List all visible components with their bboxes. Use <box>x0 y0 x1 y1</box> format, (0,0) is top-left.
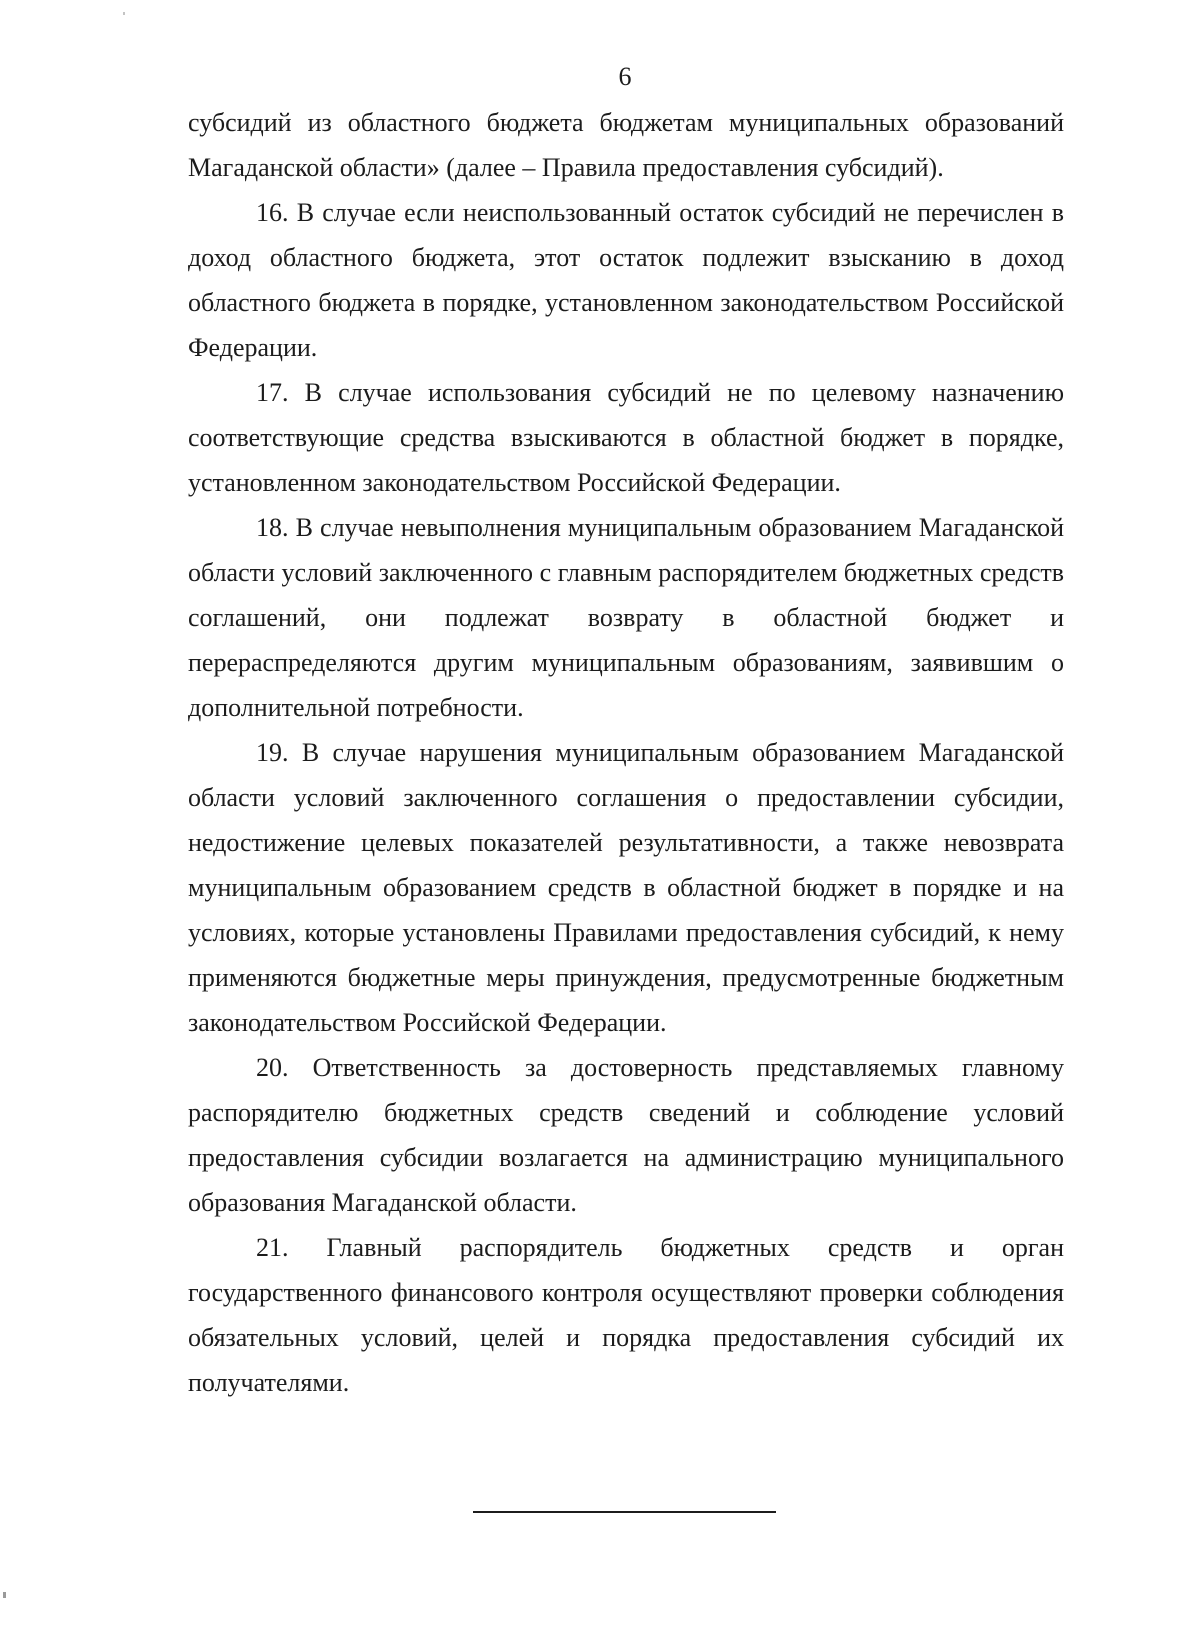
end-of-document-rule <box>473 1511 776 1513</box>
paragraph-16: 16. В случае если неиспользованный остаток субсидий не перечислен в доход областного бюджета, этот остаток подлежит взысканию в доход областного бюджета в порядке, установленном законодательством Российской Федерации. <box>188 198 1064 362</box>
paragraph-20: 20. Ответственность за достоверность представляемых главному распорядителю бюджетных средств сведений и соблюдение условий предоставления субсидии возлагается на администрацию муниципального образования Магаданской области. <box>188 1053 1064 1217</box>
scan-artifact-bottom <box>3 1592 6 1598</box>
paragraph-continuation: субсидий из областного бюджета бюджетам муниципальных образований Магаданской области» (далее – Правила предоставления субсидий). <box>188 108 1064 182</box>
paragraph-19: 19. В случае нарушения муниципальным образованием Магаданской области условий заключенного соглашения о предоставлении субсидии, недостижение целевых показателей результативности, а также невозврата муниципальным образованием средств в областной бюджет в порядке и на условиях, которые установлены Правилами предоставления субсидий, к нему применяются бюджетные меры принуждения, предусмотренные бюджетным законодательством Российской Федерации. <box>188 738 1064 1037</box>
paragraph-18: 18. В случае невыполнения муниципальным образованием Магаданской области условий заключенного с главным распорядителем бюджетных средств соглашений, они подлежат возврату в областной бюджет и перераспределяются другим муниципальным образованиям, заявившим о дополнительной потребности. <box>188 513 1064 722</box>
paragraph-21: 21. Главный распорядитель бюджетных средств и орган государственного финансового контроля осуществляют проверки соблюдения обязательных условий, целей и порядка предоставления субсидий их получателями. <box>188 1233 1064 1397</box>
document-body <box>188 100 1064 1405</box>
scan-artifact-top <box>123 12 125 15</box>
paragraph-17: 17. В случае использования субсидий не по целевому назначению соответствующие средства взыскиваются в областной бюджет в порядке, установленном законодательством Российской Федерации. <box>188 378 1064 497</box>
page-number: 6 <box>618 62 632 91</box>
